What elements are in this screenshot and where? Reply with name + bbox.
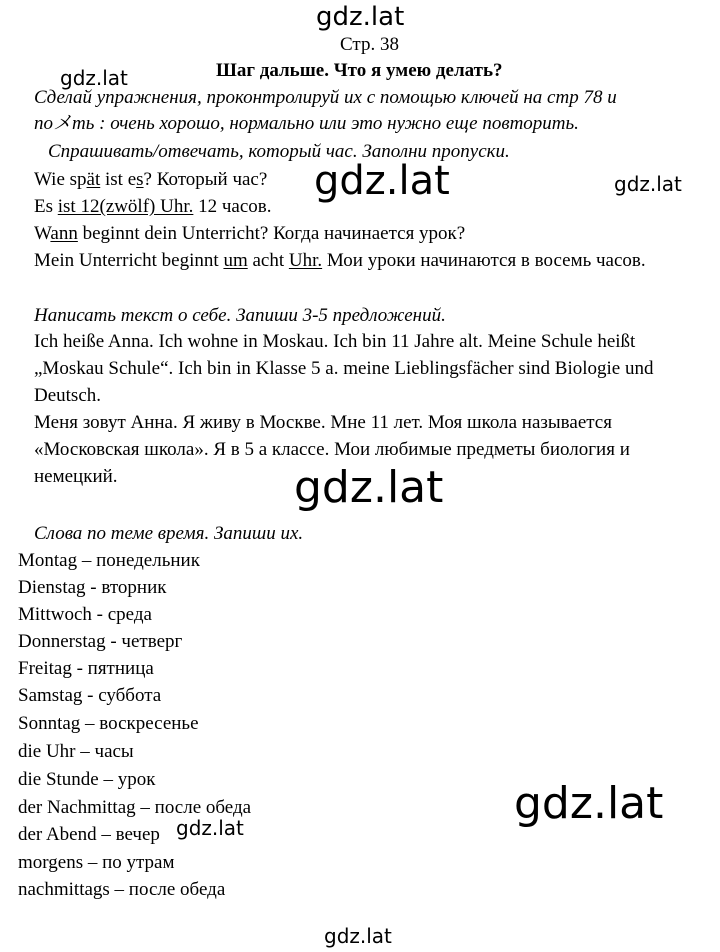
task2-heading: Написать текст о себе. Запиши 3-5 предложений.	[34, 305, 446, 326]
vocab-item: Mittwoch - среда	[18, 604, 152, 625]
task1-line-3	[34, 222, 465, 246]
task1-line-2	[34, 195, 272, 219]
task1-line-2-c: 12 часов.	[193, 196, 272, 217]
task2-line-2: „Moskau Schule“. Ich bin in Klasse 5 a. meine Lieblingsfächer sind Biologie und	[34, 358, 654, 379]
vocab-item: Sonntag – воскресенье	[18, 713, 199, 734]
task1-line-1-e: ? Который час?	[143, 169, 268, 190]
task1-line-3-answer: ann	[50, 223, 78, 244]
task1-line-2-answer: ist 12(zwölf) Uhr.	[57, 196, 194, 217]
task2-line-1: Ich heiße Anna. Ich wohne in Moskau. Ich bin 11 Jahre alt. Meine Schule heißt	[34, 331, 636, 352]
task2-line-5: «Московская школа». Я в 5 а классе. Мои любимые предметы биология и	[34, 439, 630, 460]
page-ref: Стр. 38	[340, 34, 399, 55]
vocab-item: der Nachmittag – после обеда	[18, 797, 252, 818]
instruction-line-1: Сделай упражнения, проконтролируй их с помощью ключей на стр 78 и	[34, 87, 617, 108]
vocab-item: der Abend – вечер	[18, 824, 160, 845]
vocab-item: morgens – по утрам	[18, 852, 175, 873]
task1-line-1-c: ist e	[100, 169, 137, 190]
watermark-lower-right: gdz.lat	[514, 778, 664, 829]
vocab-item: die Stunde – урок	[18, 769, 156, 790]
task3-heading: Слова по теме время. Запиши их.	[34, 523, 304, 544]
task1-line-4-c: acht	[247, 250, 289, 271]
task1-line-4-answer-1: um	[223, 250, 248, 271]
task1-line-1-a: Wie sp	[34, 169, 87, 190]
vocab-item: Samstag - суббота	[18, 685, 162, 706]
task1-heading: Спрашивать/отвечать, который час. Заполни пропуски.	[48, 141, 510, 162]
task1-line-1	[34, 168, 267, 192]
page-title: Шаг дальше. Что я умею делать?	[216, 60, 503, 81]
instruction-line-2: поメть : очень хорошо, нормально или это нужно еще повторить.	[34, 113, 579, 134]
watermark-center: gdz.lat	[294, 462, 444, 513]
task1-line-3-a: W	[34, 223, 51, 244]
task1-line-4-e: Мои уроки начинаются в восемь часов.	[322, 250, 646, 271]
task1-line-4	[34, 249, 646, 273]
watermark-lower-left: gdz.lat	[176, 816, 244, 840]
task1-line-1-answer-2: s	[136, 169, 144, 190]
vocab-item: Freitag - пятница	[18, 658, 154, 679]
task1-line-2-a: Es	[34, 196, 58, 217]
vocab-item: nachmittags – после обеда	[18, 879, 226, 900]
task2-line-4: Меня зовут Анна. Я живу в Москве. Мне 11 лет. Моя школа называется	[34, 412, 612, 433]
task2-line-6: немецкий.	[34, 466, 118, 487]
vocab-item: Montag – понедельник	[18, 550, 200, 571]
watermark-left: gdz.lat	[60, 66, 128, 90]
watermark-bottom: gdz.lat	[324, 924, 392, 948]
task1-line-4-a: Mein Unterricht beginnt	[34, 250, 224, 271]
task1-line-1-answer-1: ät	[86, 169, 101, 190]
task2-line-3: Deutsch.	[34, 385, 102, 406]
vocab-item: Dienstag - вторник	[18, 577, 167, 598]
task1-line-3-c: beginnt dein Unterricht? Когда начинается урок?	[77, 223, 466, 244]
watermark-mid: gdz.lat	[314, 158, 450, 204]
task1-line-4-answer-2: Uhr.	[288, 250, 323, 271]
vocab-item: Donnerstag - четверг	[18, 631, 183, 652]
watermark-top: gdz.lat	[316, 2, 405, 32]
vocab-item: die Uhr – часы	[18, 741, 134, 762]
watermark-right: gdz.lat	[614, 172, 682, 196]
